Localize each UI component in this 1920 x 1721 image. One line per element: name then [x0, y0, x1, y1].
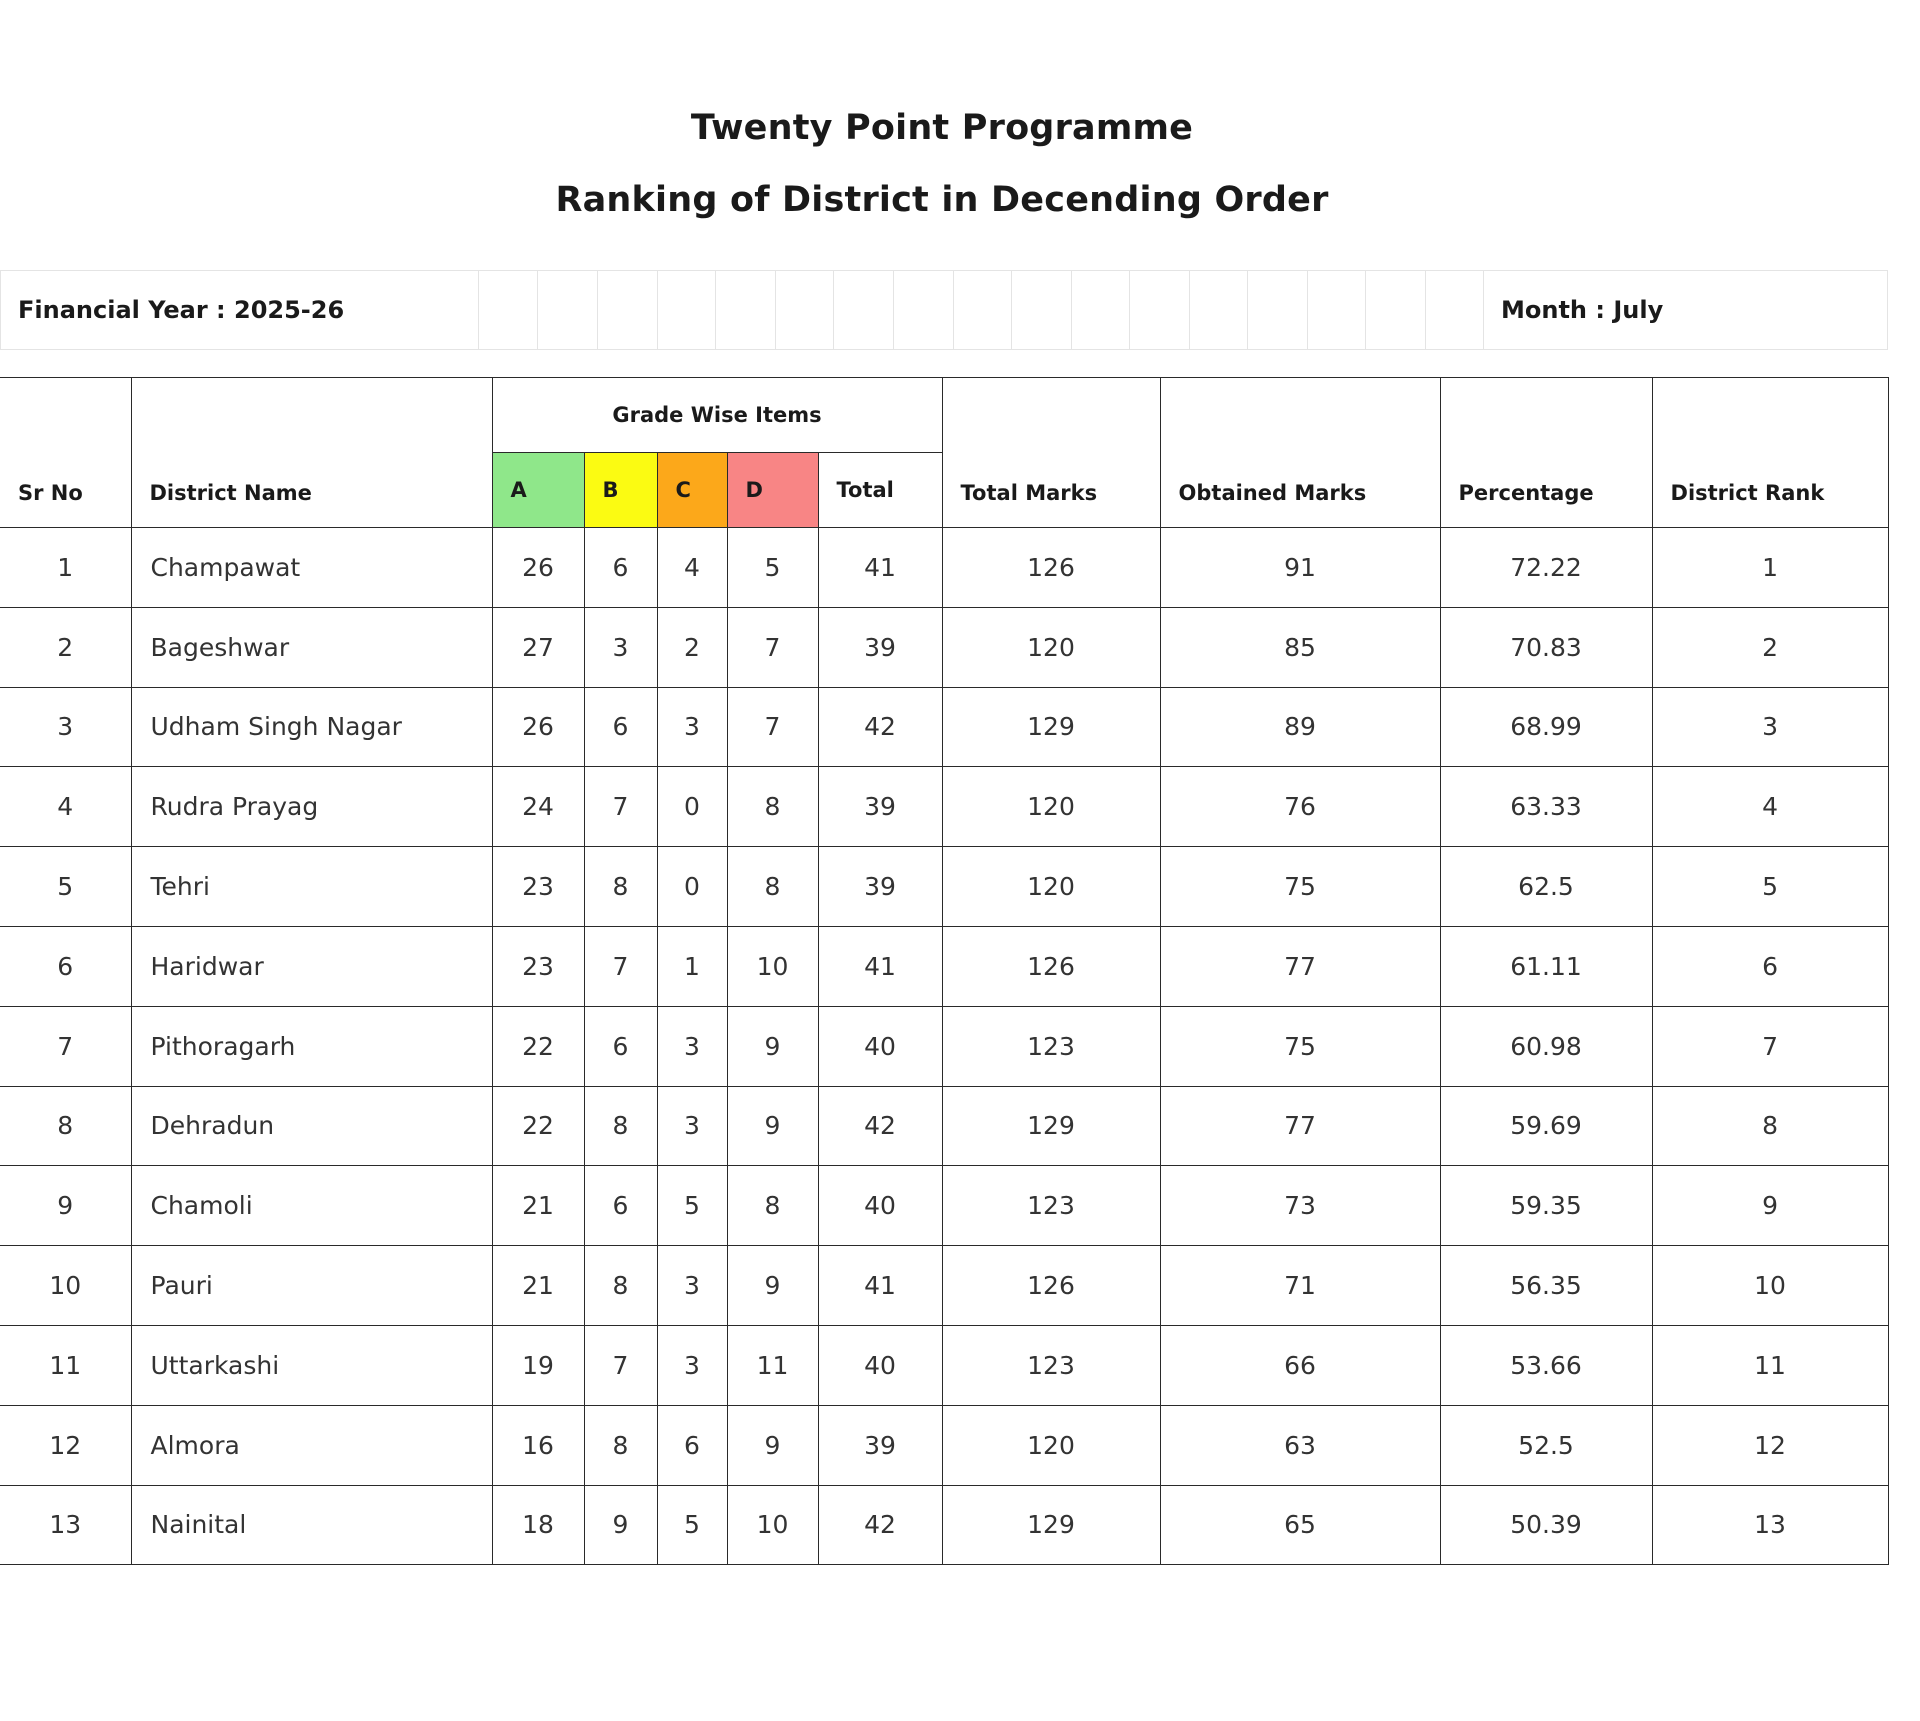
- obtained-marks-cell: 77: [1160, 926, 1440, 1006]
- district-rank-cell: 9: [1652, 1166, 1888, 1246]
- district-rank-cell: 5: [1652, 847, 1888, 927]
- filler-cell: [716, 271, 776, 349]
- grade-b-cell: 6: [584, 1166, 657, 1246]
- col-header-total-marks: Total Marks: [942, 378, 1160, 528]
- grade-c-cell: 3: [657, 687, 727, 767]
- filler-cell: [479, 271, 538, 349]
- sr-no-cell: 3: [0, 687, 131, 767]
- grade-total-cell: 40: [818, 1006, 942, 1086]
- grade-c-cell: 2: [657, 607, 727, 687]
- page-title: Twenty Point Programme: [690, 108, 1194, 148]
- grade-d-cell: 7: [727, 687, 818, 767]
- grade-total-cell: 41: [818, 528, 942, 608]
- obtained-marks-cell: 66: [1160, 1325, 1440, 1405]
- filler-cell: [598, 271, 658, 349]
- district-rank-cell: 4: [1652, 767, 1888, 847]
- month-label: Month : July: [1501, 296, 1664, 324]
- col-header-district-rank: District Rank: [1652, 378, 1888, 528]
- table-row: [0, 1485, 1888, 1565]
- percentage-cell: 62.5: [1440, 847, 1652, 927]
- grade-total-cell: 39: [818, 607, 942, 687]
- grade-b-cell: 7: [584, 1325, 657, 1405]
- grade-b-cell: 8: [584, 1405, 657, 1485]
- col-header-percentage: Percentage: [1440, 378, 1652, 528]
- sr-no-cell: 1: [0, 528, 131, 608]
- district-name-cell: Bageshwar: [131, 607, 492, 687]
- grade-c-cell: 6: [657, 1405, 727, 1485]
- obtained-marks-cell: 75: [1160, 1006, 1440, 1086]
- percentage-cell: 70.83: [1440, 607, 1652, 687]
- percentage-cell: 68.99: [1440, 687, 1652, 767]
- obtained-marks-cell: 75: [1160, 847, 1440, 927]
- obtained-marks-cell: 89: [1160, 687, 1440, 767]
- district-rank-cell: 2: [1652, 607, 1888, 687]
- district-rank-cell: 11: [1652, 1325, 1888, 1405]
- grade-c-cell: 3: [657, 1246, 727, 1326]
- grade-a-cell: 16: [492, 1405, 584, 1485]
- district-rank-cell: 6: [1652, 926, 1888, 1006]
- filler-cell: [1012, 271, 1072, 349]
- percentage-cell: 60.98: [1440, 1006, 1652, 1086]
- filler-cell: [1426, 271, 1484, 349]
- table-row: [0, 1325, 1888, 1405]
- filler-cell: [1072, 271, 1130, 349]
- grade-total-cell: 39: [818, 767, 942, 847]
- grade-d-cell: 8: [727, 767, 818, 847]
- financial-year-label: Financial Year : 2025-26: [1, 271, 479, 349]
- grade-b-cell: 8: [584, 1086, 657, 1166]
- grade-d-cell: 10: [727, 926, 818, 1006]
- district-name-cell: Almora: [131, 1405, 492, 1485]
- obtained-marks-cell: 85: [1160, 607, 1440, 687]
- grade-d-cell: 10: [727, 1485, 818, 1565]
- grade-total-cell: 41: [818, 1246, 942, 1326]
- grade-d-cell: 9: [727, 1086, 818, 1166]
- total-marks-cell: 120: [942, 1405, 1160, 1485]
- grade-a-cell: 21: [492, 1166, 584, 1246]
- grade-d-cell: 9: [727, 1006, 818, 1086]
- table-row: [0, 1246, 1888, 1326]
- filler-cell: [1366, 271, 1426, 349]
- district-name-cell: Haridwar: [131, 926, 492, 1006]
- grade-c-cell: 0: [657, 847, 727, 927]
- grade-c-cell: 3: [657, 1086, 727, 1166]
- filler-cell: [834, 271, 894, 349]
- district-rank-cell: 3: [1652, 687, 1888, 767]
- sr-no-cell: 12: [0, 1405, 131, 1485]
- sr-no-cell: 2: [0, 607, 131, 687]
- table-row: [0, 767, 1888, 847]
- grade-d-cell: 9: [727, 1405, 818, 1485]
- grade-c-cell: 0: [657, 767, 727, 847]
- page-subtitle: Ranking of District in Decending Order: [555, 180, 1329, 220]
- total-marks-cell: 120: [942, 847, 1160, 927]
- col-header-grade-total: Total: [818, 453, 942, 528]
- grade-a-cell: 27: [492, 607, 584, 687]
- grade-b-cell: 3: [584, 607, 657, 687]
- grade-c-cell: 3: [657, 1325, 727, 1405]
- grade-a-cell: 26: [492, 687, 584, 767]
- col-header-sr-no: Sr No: [0, 378, 131, 528]
- grade-b-cell: 9: [584, 1485, 657, 1565]
- district-rank-cell: 13: [1652, 1485, 1888, 1565]
- district-name-cell: Tehri: [131, 847, 492, 927]
- grade-c-cell: 3: [657, 1006, 727, 1086]
- grade-total-cell: 39: [818, 847, 942, 927]
- grade-b-cell: 8: [584, 1246, 657, 1326]
- grade-a-cell: 24: [492, 767, 584, 847]
- district-name-cell: Dehradun: [131, 1086, 492, 1166]
- total-marks-cell: 129: [942, 1086, 1160, 1166]
- percentage-cell: 59.69: [1440, 1086, 1652, 1166]
- grade-d-cell: 9: [727, 1246, 818, 1326]
- total-marks-cell: 126: [942, 1246, 1160, 1326]
- total-marks-cell: 126: [942, 926, 1160, 1006]
- percentage-cell: 52.5: [1440, 1405, 1652, 1485]
- grade-a-cell: 23: [492, 926, 584, 1006]
- grade-a-cell: 22: [492, 1086, 584, 1166]
- col-header-grade-c: C: [657, 453, 727, 528]
- grade-b-cell: 7: [584, 767, 657, 847]
- total-marks-cell: 120: [942, 767, 1160, 847]
- sr-no-cell: 8: [0, 1086, 131, 1166]
- table-body: [0, 528, 1888, 1565]
- grade-total-cell: 40: [818, 1325, 942, 1405]
- grade-total-cell: 41: [818, 926, 942, 1006]
- filler-cell: [776, 271, 834, 349]
- total-marks-cell: 123: [942, 1006, 1160, 1086]
- district-name-cell: Champawat: [131, 528, 492, 608]
- col-header-grade-a: A: [492, 453, 584, 528]
- filler-cell: [1190, 271, 1248, 349]
- table-row: [0, 847, 1888, 927]
- total-marks-cell: 123: [942, 1166, 1160, 1246]
- table-row: [0, 1006, 1888, 1086]
- grade-c-cell: 5: [657, 1166, 727, 1246]
- district-name-cell: Udham Singh Nagar: [131, 687, 492, 767]
- percentage-cell: 56.35: [1440, 1246, 1652, 1326]
- table-row: [0, 607, 1888, 687]
- filler-cell: [1308, 271, 1366, 349]
- percentage-cell: 63.33: [1440, 767, 1652, 847]
- table-row: [0, 1166, 1888, 1246]
- grade-a-cell: 22: [492, 1006, 584, 1086]
- grade-a-cell: 26: [492, 528, 584, 608]
- total-marks-cell: 120: [942, 607, 1160, 687]
- grade-b-cell: 6: [584, 687, 657, 767]
- table-row: [0, 528, 1888, 608]
- grade-b-cell: 7: [584, 926, 657, 1006]
- district-name-cell: Pauri: [131, 1246, 492, 1326]
- grade-total-cell: 40: [818, 1166, 942, 1246]
- percentage-cell: 50.39: [1440, 1485, 1652, 1565]
- total-marks-cell: 129: [942, 1485, 1160, 1565]
- period-info-bar: [0, 270, 1888, 350]
- district-name-cell: Chamoli: [131, 1166, 492, 1246]
- grade-a-cell: 21: [492, 1246, 584, 1326]
- district-rank-cell: 12: [1652, 1405, 1888, 1485]
- grade-d-cell: 8: [727, 847, 818, 927]
- obtained-marks-cell: 76: [1160, 767, 1440, 847]
- grade-c-cell: 1: [657, 926, 727, 1006]
- sr-no-cell: 6: [0, 926, 131, 1006]
- col-header-obtained-marks: Obtained Marks: [1160, 378, 1440, 528]
- obtained-marks-cell: 77: [1160, 1086, 1440, 1166]
- total-marks-cell: 126: [942, 528, 1160, 608]
- table-row: [0, 926, 1888, 1006]
- grade-c-cell: 5: [657, 1485, 727, 1565]
- percentage-cell: 53.66: [1440, 1325, 1652, 1405]
- district-name-cell: Pithoragarh: [131, 1006, 492, 1086]
- sr-no-cell: 9: [0, 1166, 131, 1246]
- district-rank-cell: 1: [1652, 528, 1888, 608]
- obtained-marks-cell: 73: [1160, 1166, 1440, 1246]
- grade-d-cell: 11: [727, 1325, 818, 1405]
- table-row: [0, 1405, 1888, 1485]
- filler-cell: [954, 271, 1012, 349]
- obtained-marks-cell: 91: [1160, 528, 1440, 608]
- grade-a-cell: 18: [492, 1485, 584, 1565]
- grade-total-cell: 42: [818, 1485, 942, 1565]
- district-name-cell: Nainital: [131, 1485, 492, 1565]
- grade-c-cell: 4: [657, 528, 727, 608]
- grade-total-cell: 39: [818, 1405, 942, 1485]
- filler-cell: [658, 271, 716, 349]
- obtained-marks-cell: 71: [1160, 1246, 1440, 1326]
- table-row: [0, 687, 1888, 767]
- sr-no-cell: 7: [0, 1006, 131, 1086]
- col-header-grade-wise-items: Grade Wise Items: [492, 378, 942, 453]
- percentage-cell: 59.35: [1440, 1166, 1652, 1246]
- grade-a-cell: 23: [492, 847, 584, 927]
- district-rank-cell: 10: [1652, 1246, 1888, 1326]
- grade-d-cell: 8: [727, 1166, 818, 1246]
- filler-cell: [538, 271, 598, 349]
- obtained-marks-cell: 63: [1160, 1405, 1440, 1485]
- filler-cell: [1248, 271, 1308, 349]
- grade-total-cell: 42: [818, 1086, 942, 1166]
- district-rank-cell: 8: [1652, 1086, 1888, 1166]
- header-row-top: [0, 378, 1888, 453]
- district-name-cell: Rudra Prayag: [131, 767, 492, 847]
- filler-cell: [894, 271, 954, 349]
- grade-b-cell: 6: [584, 1006, 657, 1086]
- percentage-cell: 72.22: [1440, 528, 1652, 608]
- grade-a-cell: 19: [492, 1325, 584, 1405]
- grade-b-cell: 6: [584, 528, 657, 608]
- sr-no-cell: 10: [0, 1246, 131, 1326]
- sr-no-cell: 11: [0, 1325, 131, 1405]
- sr-no-cell: 5: [0, 847, 131, 927]
- grade-b-cell: 8: [584, 847, 657, 927]
- total-marks-cell: 123: [942, 1325, 1160, 1405]
- filler-cell: [1130, 271, 1190, 349]
- obtained-marks-cell: 65: [1160, 1485, 1440, 1565]
- grade-d-cell: 7: [727, 607, 818, 687]
- grade-total-cell: 42: [818, 687, 942, 767]
- col-header-district-name: District Name: [131, 378, 492, 528]
- col-header-grade-b: B: [584, 453, 657, 528]
- total-marks-cell: 129: [942, 687, 1160, 767]
- grade-d-cell: 5: [727, 528, 818, 608]
- table-row: [0, 1086, 1888, 1166]
- district-name-cell: Uttarkashi: [131, 1325, 492, 1405]
- sr-no-cell: 13: [0, 1485, 131, 1565]
- district-ranking-table: [0, 377, 1889, 1565]
- sr-no-cell: 4: [0, 767, 131, 847]
- district-rank-cell: 7: [1652, 1006, 1888, 1086]
- col-header-grade-d: D: [727, 453, 818, 528]
- percentage-cell: 61.11: [1440, 926, 1652, 1006]
